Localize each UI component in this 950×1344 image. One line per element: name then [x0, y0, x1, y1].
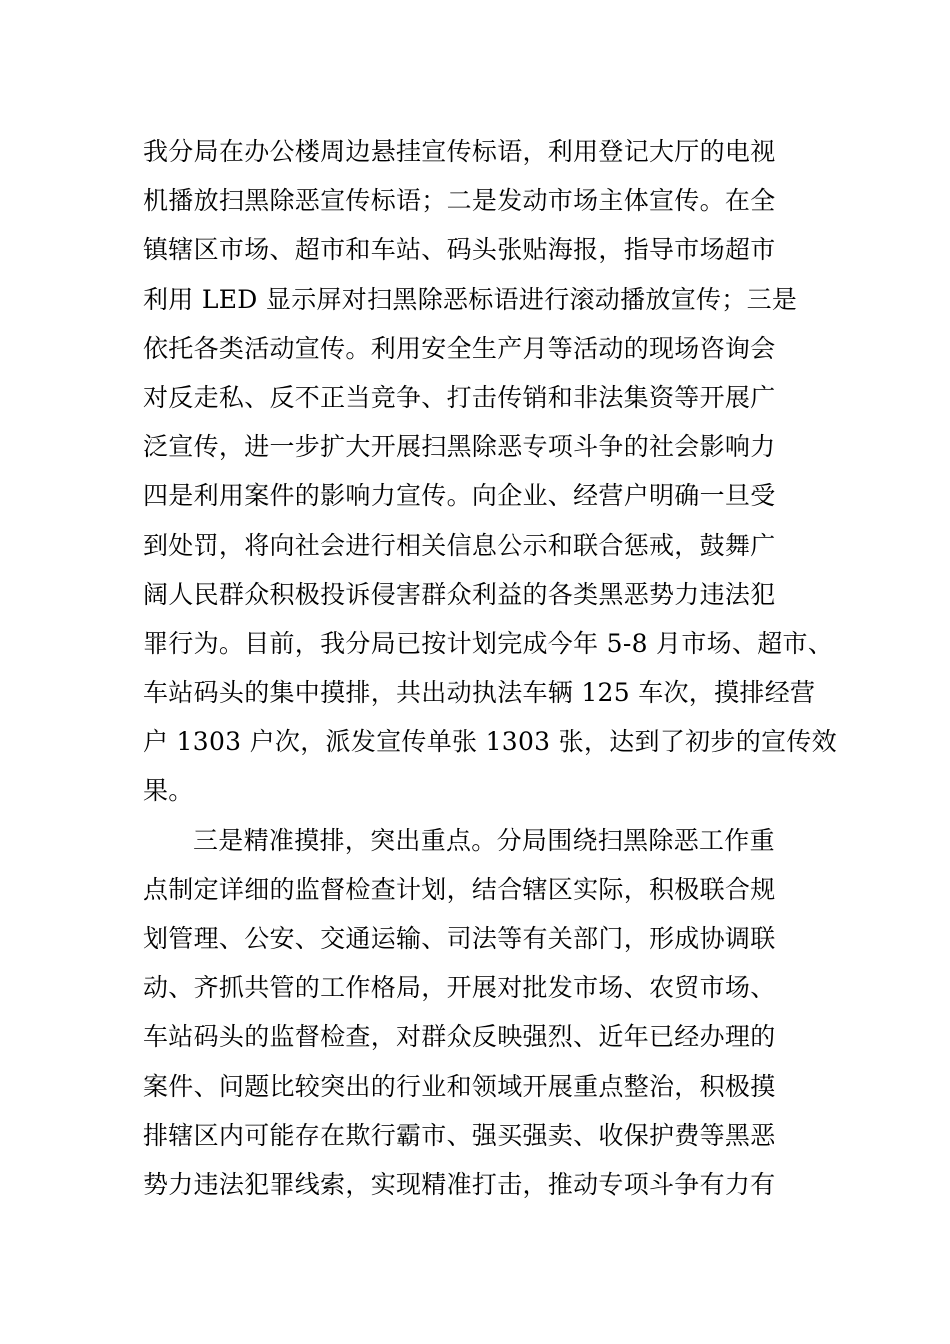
- text-line: 机播放扫黑除恶宣传标语；二是发动市场主体宣传。在全: [143, 186, 776, 216]
- text-line: 对反走私、反不正当竞争、打击传销和非法集资等开展广: [143, 382, 776, 412]
- text-line: 利用 LED 显示屏对扫黑除恶标语进行滚动播放宣传；三是: [143, 284, 798, 314]
- text-line: 果。: [143, 776, 194, 806]
- text-line: 势力违法犯罪线索，实现精准打击，推动专项斗争有力有: [143, 1169, 776, 1199]
- text-line: 案件、问题比较突出的行业和领域开展重点整治，积极摸: [143, 1071, 776, 1101]
- text-line: 镇辖区市场、超市和车站、码头张贴海报，指导市场超市: [143, 235, 776, 265]
- document-body: [143, 127, 843, 1209]
- paragraph-publicity: [143, 127, 843, 816]
- text-line: 排辖区内可能存在欺行霸市、强买强卖、收保护费等黑恶: [143, 1120, 776, 1150]
- text-line: 三是精准摸排，突出重点。分局围绕扫黑除恶工作重: [193, 825, 775, 855]
- text-line: 点制定详细的监督检查计划，结合辖区实际，积极联合规: [143, 874, 776, 904]
- text-line: 车站码头的集中摸排，共出动执法车辆 125 车次，摸排经营: [143, 678, 816, 708]
- text-line: 四是利用案件的影响力宣传。向企业、经营户明确一旦受: [143, 481, 776, 511]
- text-line: 车站码头的监督检查，对群众反映强烈、近年已经办理的: [143, 1022, 776, 1052]
- text-line: 划管理、公安、交通运输、司法等有关部门，形成协调联: [143, 924, 776, 953]
- text-line: 阔人民群众积极投诉侵害群众利益的各类黑恶势力违法犯: [143, 579, 776, 609]
- text-line: 我分局在办公楼周边悬挂宣传标语，利用登记大厅的电视: [143, 137, 776, 166]
- text-line: 动、齐抓共管的工作格局，开展对批发市场、农贸市场、: [143, 973, 776, 1003]
- text-line: 户 1303 户次，派发宣传单张 1303 张，达到了初步的宣传效: [143, 727, 837, 757]
- text-line: 依托各类活动宣传。利用安全生产月等活动的现场咨询会: [143, 333, 776, 363]
- text-line: 罪行为。目前，我分局已按计划完成今年 5-8 月市场、超市、: [143, 628, 834, 658]
- text-line: 泛宣传，进一步扩大开展扫黑除恶专项斗争的社会影响力: [143, 432, 776, 462]
- text-line: 到处罚，将向社会进行相关信息公示和联合惩戒，鼓舞广: [143, 530, 776, 560]
- paragraph-precise-screening: [143, 816, 843, 1210]
